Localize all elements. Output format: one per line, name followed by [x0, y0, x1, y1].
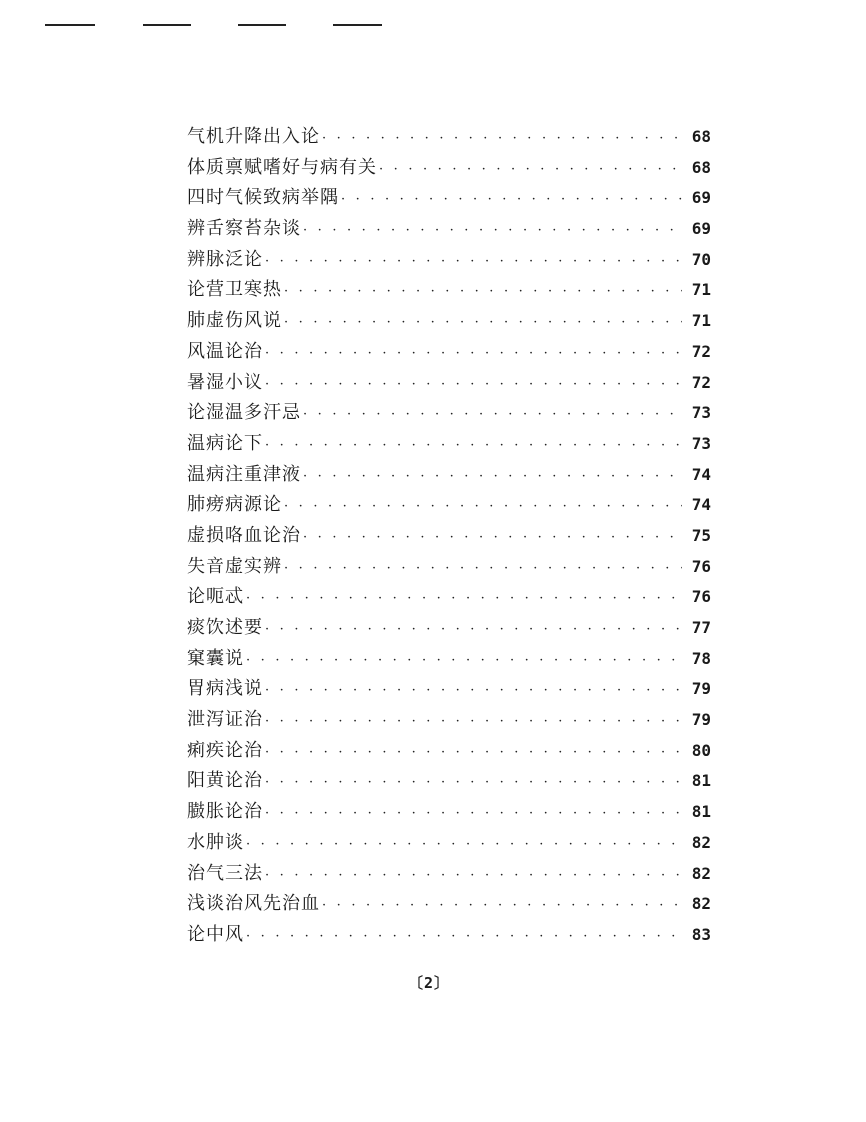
toc-entry-page: 69 [691, 188, 711, 208]
toc-entry-page: 73 [691, 403, 711, 423]
toc-entry-title: 暑湿小议 [187, 371, 263, 393]
toc-dot-leader [284, 308, 682, 339]
toc-entry-page: 71 [691, 280, 711, 300]
toc-entry-page: 80 [691, 740, 711, 760]
toc-entry-page: 71 [691, 311, 711, 331]
page-number: 〔2〕 [408, 974, 451, 992]
toc-dot-leader [265, 707, 682, 738]
toc-entry-title: 肺虚伤风说 [187, 310, 282, 332]
toc-entry[interactable] [187, 552, 711, 583]
toc-dot-leader [303, 523, 682, 554]
toc-dot-leader [265, 615, 682, 646]
toc-entry-page: 83 [691, 924, 711, 944]
toc-entry[interactable] [187, 889, 711, 920]
toc-entry[interactable] [187, 368, 711, 399]
toc-entry[interactable] [187, 429, 711, 460]
toc-dot-leader [303, 462, 682, 493]
header-rule [143, 24, 191, 26]
toc-dot-leader [265, 431, 682, 462]
toc-entry[interactable] [187, 306, 711, 337]
toc-entry[interactable] [187, 275, 711, 306]
toc-entry-page: 81 [691, 802, 711, 822]
header-rule [238, 24, 286, 26]
toc-dot-leader [246, 922, 682, 953]
toc-entry[interactable] [187, 859, 711, 890]
toc-entry[interactable] [187, 736, 711, 767]
toc-entry-title: 气机升降出入论 [187, 126, 320, 147]
toc-entry[interactable] [187, 153, 711, 184]
toc-entry[interactable] [187, 705, 711, 736]
toc-dot-leader [265, 768, 682, 799]
toc-entry-title: 辨舌察苔杂谈 [187, 218, 301, 240]
toc-entry-page: 72 [691, 372, 711, 392]
toc-entry-page: 69 [691, 219, 711, 239]
toc-dot-leader [265, 861, 682, 892]
toc-entry-title: 治气三法 [187, 862, 263, 884]
toc-entry-page: 68 [691, 157, 711, 177]
toc-entry[interactable] [187, 183, 711, 214]
toc-entry[interactable] [187, 214, 711, 245]
toc-entry[interactable] [187, 337, 711, 368]
toc-entry[interactable] [187, 797, 711, 828]
toc-entry[interactable] [187, 521, 711, 552]
toc-dot-leader [322, 891, 682, 922]
toc-dot-leader [284, 492, 682, 523]
toc-entry-title: 肺痨病源论 [187, 494, 282, 516]
toc-entry-title: 温病注重津液 [187, 463, 301, 485]
toc-entry-page: 75 [691, 525, 711, 545]
toc-entry[interactable] [187, 644, 711, 675]
toc-entry-title: 虚损咯血论治 [187, 524, 301, 546]
toc-entry-title: 论湿温多汗忌 [187, 402, 301, 424]
toc-entry-title: 痰饮述要 [187, 617, 263, 638]
toc-entry-page: 76 [691, 556, 711, 576]
table-of-contents [187, 122, 711, 951]
toc-entry-title: 泄泻证治 [187, 709, 263, 731]
toc-entry-page: 78 [691, 648, 711, 668]
toc-entry[interactable] [187, 122, 711, 153]
toc-entry-title: 论中风 [187, 923, 244, 945]
toc-dot-leader [265, 738, 682, 769]
toc-entry-title: 体质禀赋嗜好与病有关 [187, 156, 377, 178]
toc-entry[interactable] [187, 766, 711, 797]
toc-entry-title: 窠囊说 [187, 647, 244, 669]
toc-entry-page: 73 [691, 433, 711, 453]
toc-entry-page: 70 [691, 249, 711, 269]
toc-entry[interactable] [187, 613, 711, 644]
toc-entry-page: 76 [691, 587, 711, 607]
header-rule [333, 24, 382, 26]
toc-dot-leader [265, 676, 682, 707]
toc-entry[interactable] [187, 920, 711, 951]
toc-entry-page: 81 [691, 771, 711, 791]
toc-entry[interactable] [187, 674, 711, 705]
toc-entry[interactable] [187, 245, 711, 276]
toc-dot-leader [322, 124, 682, 155]
toc-dot-leader [284, 277, 682, 308]
toc-dot-leader [246, 584, 682, 615]
toc-entry-page: 82 [691, 832, 711, 852]
toc-dot-leader [265, 339, 682, 370]
toc-entry-title: 浅谈治风先治血 [187, 893, 320, 915]
toc-dot-leader [265, 799, 682, 830]
toc-entry-title: 辨脉泛论 [187, 248, 263, 270]
toc-dot-leader [246, 830, 682, 861]
toc-entry-title: 失音虚实辨 [187, 555, 282, 577]
toc-entry-title: 风温论治 [187, 340, 263, 362]
toc-dot-leader [341, 185, 682, 216]
toc-entry-title: 水肿谈 [187, 831, 244, 853]
toc-entry-title: 臌胀论治 [187, 801, 263, 823]
toc-entry-page: 72 [691, 341, 711, 361]
toc-entry-page: 79 [691, 679, 711, 699]
toc-dot-leader [246, 646, 682, 677]
toc-dot-leader [265, 370, 682, 401]
toc-entry-page: 77 [691, 618, 711, 637]
toc-entry-title: 痢疾论治 [187, 739, 263, 761]
toc-dot-leader [303, 216, 682, 247]
toc-entry[interactable] [187, 828, 711, 859]
toc-entry-page: 74 [691, 495, 711, 515]
toc-dot-leader [379, 155, 682, 186]
header-rule [45, 24, 95, 26]
toc-entry-title: 胃病浅说 [187, 678, 263, 700]
toc-entry-title: 四时气候致病举隅 [187, 187, 339, 209]
toc-entry-title: 论营卫寒热 [187, 279, 282, 301]
toc-entry-page: 74 [691, 464, 711, 484]
toc-dot-leader [303, 400, 682, 431]
toc-entry[interactable] [187, 490, 711, 521]
toc-dot-leader [265, 247, 682, 278]
toc-entry-title: 温病论下 [187, 432, 263, 454]
toc-entry[interactable] [187, 398, 711, 429]
toc-entry-page: 82 [691, 863, 711, 883]
toc-entry-title: 阳黄论治 [187, 770, 263, 792]
toc-entry-title: 论呃忒 [187, 586, 244, 608]
toc-dot-leader [284, 554, 682, 585]
toc-entry[interactable] [187, 460, 711, 491]
toc-entry-page: 68 [691, 127, 711, 146]
toc-entry-page: 82 [691, 894, 711, 914]
toc-entry-page: 79 [691, 710, 711, 730]
toc-entry[interactable] [187, 582, 711, 613]
